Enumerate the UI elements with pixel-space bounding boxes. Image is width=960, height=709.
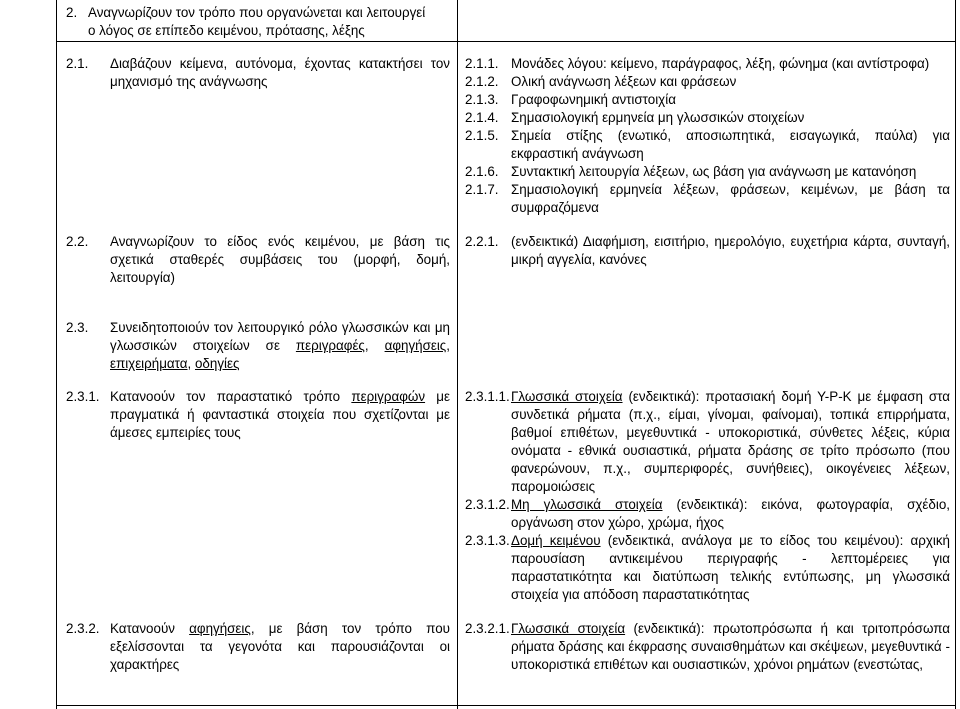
item-number: 2.3.1.3. (465, 533, 510, 548)
underlined-narratives: αφηγήσεις (189, 621, 251, 636)
table-border-right (955, 0, 956, 709)
link-narratives: αφηγήσεις (384, 338, 447, 353)
right-item-2-2-1 (465, 233, 950, 269)
right-item-2-1-3 (465, 91, 950, 109)
underlined-descriptions: περιγραφών (351, 389, 426, 404)
right-item-2-1-1 (465, 55, 950, 73)
item-number: 2.1.3. (465, 92, 499, 107)
column-divider (457, 0, 458, 709)
item-number: 2.3.1.2. (465, 497, 510, 512)
right-item-2-1-5 (465, 127, 950, 163)
item-number: 2.3.1. (66, 389, 100, 404)
item-number: 2.1.4. (465, 110, 499, 125)
item-text: Γλωσσικά στοιχεία (ενδεικτικά): προτασιακή δομή Υ-Ρ-Κ με έμφαση στα συνδετικά ρήματα (π.χ., είμαι, γίνομαι, φαίνομαι), τοπικά επιρρήματα, βαθμοί επιθέτων, μεγεθυντικά - υποκοριστικά, σύνθετες λέξεις, κύρια ονόματα - εθνικά ουσιαστικά, ρήματα δράσης σε τρίτο πρόσωπο (που φανερώνουν, π.χ., συμπεριφορές, συνήθειες), οικογένειες λέξεων, παρομοιώσεις (511, 389, 950, 494)
right-item-2-1-4 (465, 109, 950, 127)
item-text: Συντακτική λειτουργία λέξεων, ως βάση για ανάγνωση με κατανόηση (511, 164, 917, 179)
item-number: 2. (66, 5, 78, 20)
right-item-2-3-1-3 (465, 532, 950, 604)
item-text: Γραφοφωνημική αντιστοιχία (511, 92, 676, 107)
underlined-term: Δομή κειμένου (511, 533, 601, 548)
item-number: 2.3. (66, 320, 89, 335)
left-item-2-1 (66, 55, 450, 91)
item-text: Ολική ανάγνωση λέξεων και φράσεων (511, 74, 737, 89)
item-text: Διαβάζουν κείμενα, αυτόνομα, έχοντας κατακτήσει τον μηχανισμό της ανάγνωσης (110, 56, 450, 89)
right-item-2-3-1-2 (465, 496, 950, 532)
item-text: Σημεία στίξης (ενωτικό, αποσιωπητικά, εισαγωγικά, παύλα) για εκφραστική ανάγνωση (511, 128, 950, 161)
item-number: 2.3.1.1. (465, 389, 510, 404)
item-text: Σημασιολογική ερμηνεία μη γλωσσικών στοιχείων (511, 110, 805, 125)
right-item-2-1-6 (465, 163, 950, 181)
left-item-2-3-2 (66, 620, 450, 674)
row-divider (56, 41, 956, 42)
left-item-2-3-1 (66, 388, 450, 442)
item-number: 2.1.5. (465, 128, 499, 143)
underlined-term: Γλωσσικά στοιχεία (511, 621, 626, 636)
item-number: 2.1.7. (465, 182, 499, 197)
item-text-line-1: Αναγνωρίζουν τον τρόπο που οργανώνεται και λειτουργεί (88, 5, 426, 20)
item-text: Κατανοούν τον παραστατικό τρόπο περιγραφών με πραγματικά ή φανταστικά στοιχεία που σχετίζονται με άμεσες εμπειρίες τους (110, 389, 450, 440)
item-number: 2.1.1. (465, 56, 499, 71)
item-text: (ενδεικτικά) Διαφήμιση, εισιτήριο, ημερολόγιο, ευχετήρια κάρτα, συνταγή, μικρή αγγελία, κανόνες (511, 234, 950, 267)
item-number: 2.1.2. (465, 74, 499, 89)
right-item-2-3-1-1 (465, 388, 950, 496)
item-text: Αναγνωρίζουν το είδος ενός κειμένου, με βάση τις σχετικά σταθερές συμβάσεις του (μορφή, δομή, λειτουργία) (110, 234, 450, 285)
item-text: Δομή κειμένου (ενδεικτικά, ανάλογα με το είδος του κειμένου): αρχική παρουσίαση αντικειμένου περιγραφής - λεπτομέρειες για παραστατικότητα και διατύπωση τελικής εντύπωσης, μη γλωσσικά στοιχεία για απόδοση παραστατικότητας (511, 533, 950, 602)
item-number: 2.2.1. (465, 234, 499, 249)
left-item-2-2 (66, 233, 450, 287)
link-instructions: οδηγίες (194, 356, 240, 371)
item-text: Σημασιολογική ερμηνεία λέξεων, φράσεων, κειμένων, με βάση τα συμφραζόμενα (511, 182, 950, 215)
right-item-2-1-7 (465, 181, 950, 217)
underlined-term: Γλωσσικά στοιχεία (511, 389, 623, 404)
right-item-2-1-2 (465, 73, 950, 91)
item-text-line-2: ο λόγος σε επίπεδο κειμένου, πρότασης, λέξης (88, 23, 365, 38)
underlined-term: Μη γλωσσικά στοιχεία (511, 497, 663, 512)
item-number: 2.1.6. (465, 164, 499, 179)
item-text: Συνειδητοποιούν τον λειτουργικό ρόλο γλωσσικών και μη γλωσσικών στοιχείων σε περιγραφές, αφηγήσεις, επιχειρήματα, οδηγίες (110, 320, 450, 371)
item-number: 2.3.2.1. (465, 621, 510, 636)
item-number: 2.1. (66, 56, 89, 71)
table-border-left (56, 0, 57, 709)
item-number: 2.3.2. (66, 621, 100, 636)
table-border-bottom (56, 705, 956, 706)
left-item-2-3 (66, 319, 450, 373)
item-text: Μη γλωσσικά στοιχεία (ενδεικτικά): εικόνα, φωτογραφία, σχέδιο, οργάνωση στον χώρο, χρώμα, ήχος (511, 497, 950, 530)
item-text: Μονάδες λόγου: κείμενο, παράγραφος, λέξη, φώνημα (και αντίστροφα) (511, 56, 930, 71)
item-text: Κατανοούν αφηγήσεις, με βάση τον τρόπο που εξελίσσονται τα γεγονότα και παρουσιάζονται οι χαρακτήρες (110, 621, 450, 672)
link-arguments: επιχειρήματα (110, 356, 188, 371)
item-number: 2.2. (66, 234, 89, 249)
item-text: Γλωσσικά στοιχεία (ενδεικτικά): πρωτοπρόσωπα ή και τριτοπρόσωπα ρήματα δράσης και έκφρασης συναισθημάτων και σκέψεων, μεγεθυντικά - υποκοριστικά επιθέτων και ουσιαστικών, χρόνοι ρημάτων (ενεστώτας, (511, 621, 950, 672)
right-item-2-3-2-1 (465, 620, 950, 674)
link-descriptions: περιγραφές (295, 338, 365, 353)
left-item-2 (66, 4, 450, 40)
